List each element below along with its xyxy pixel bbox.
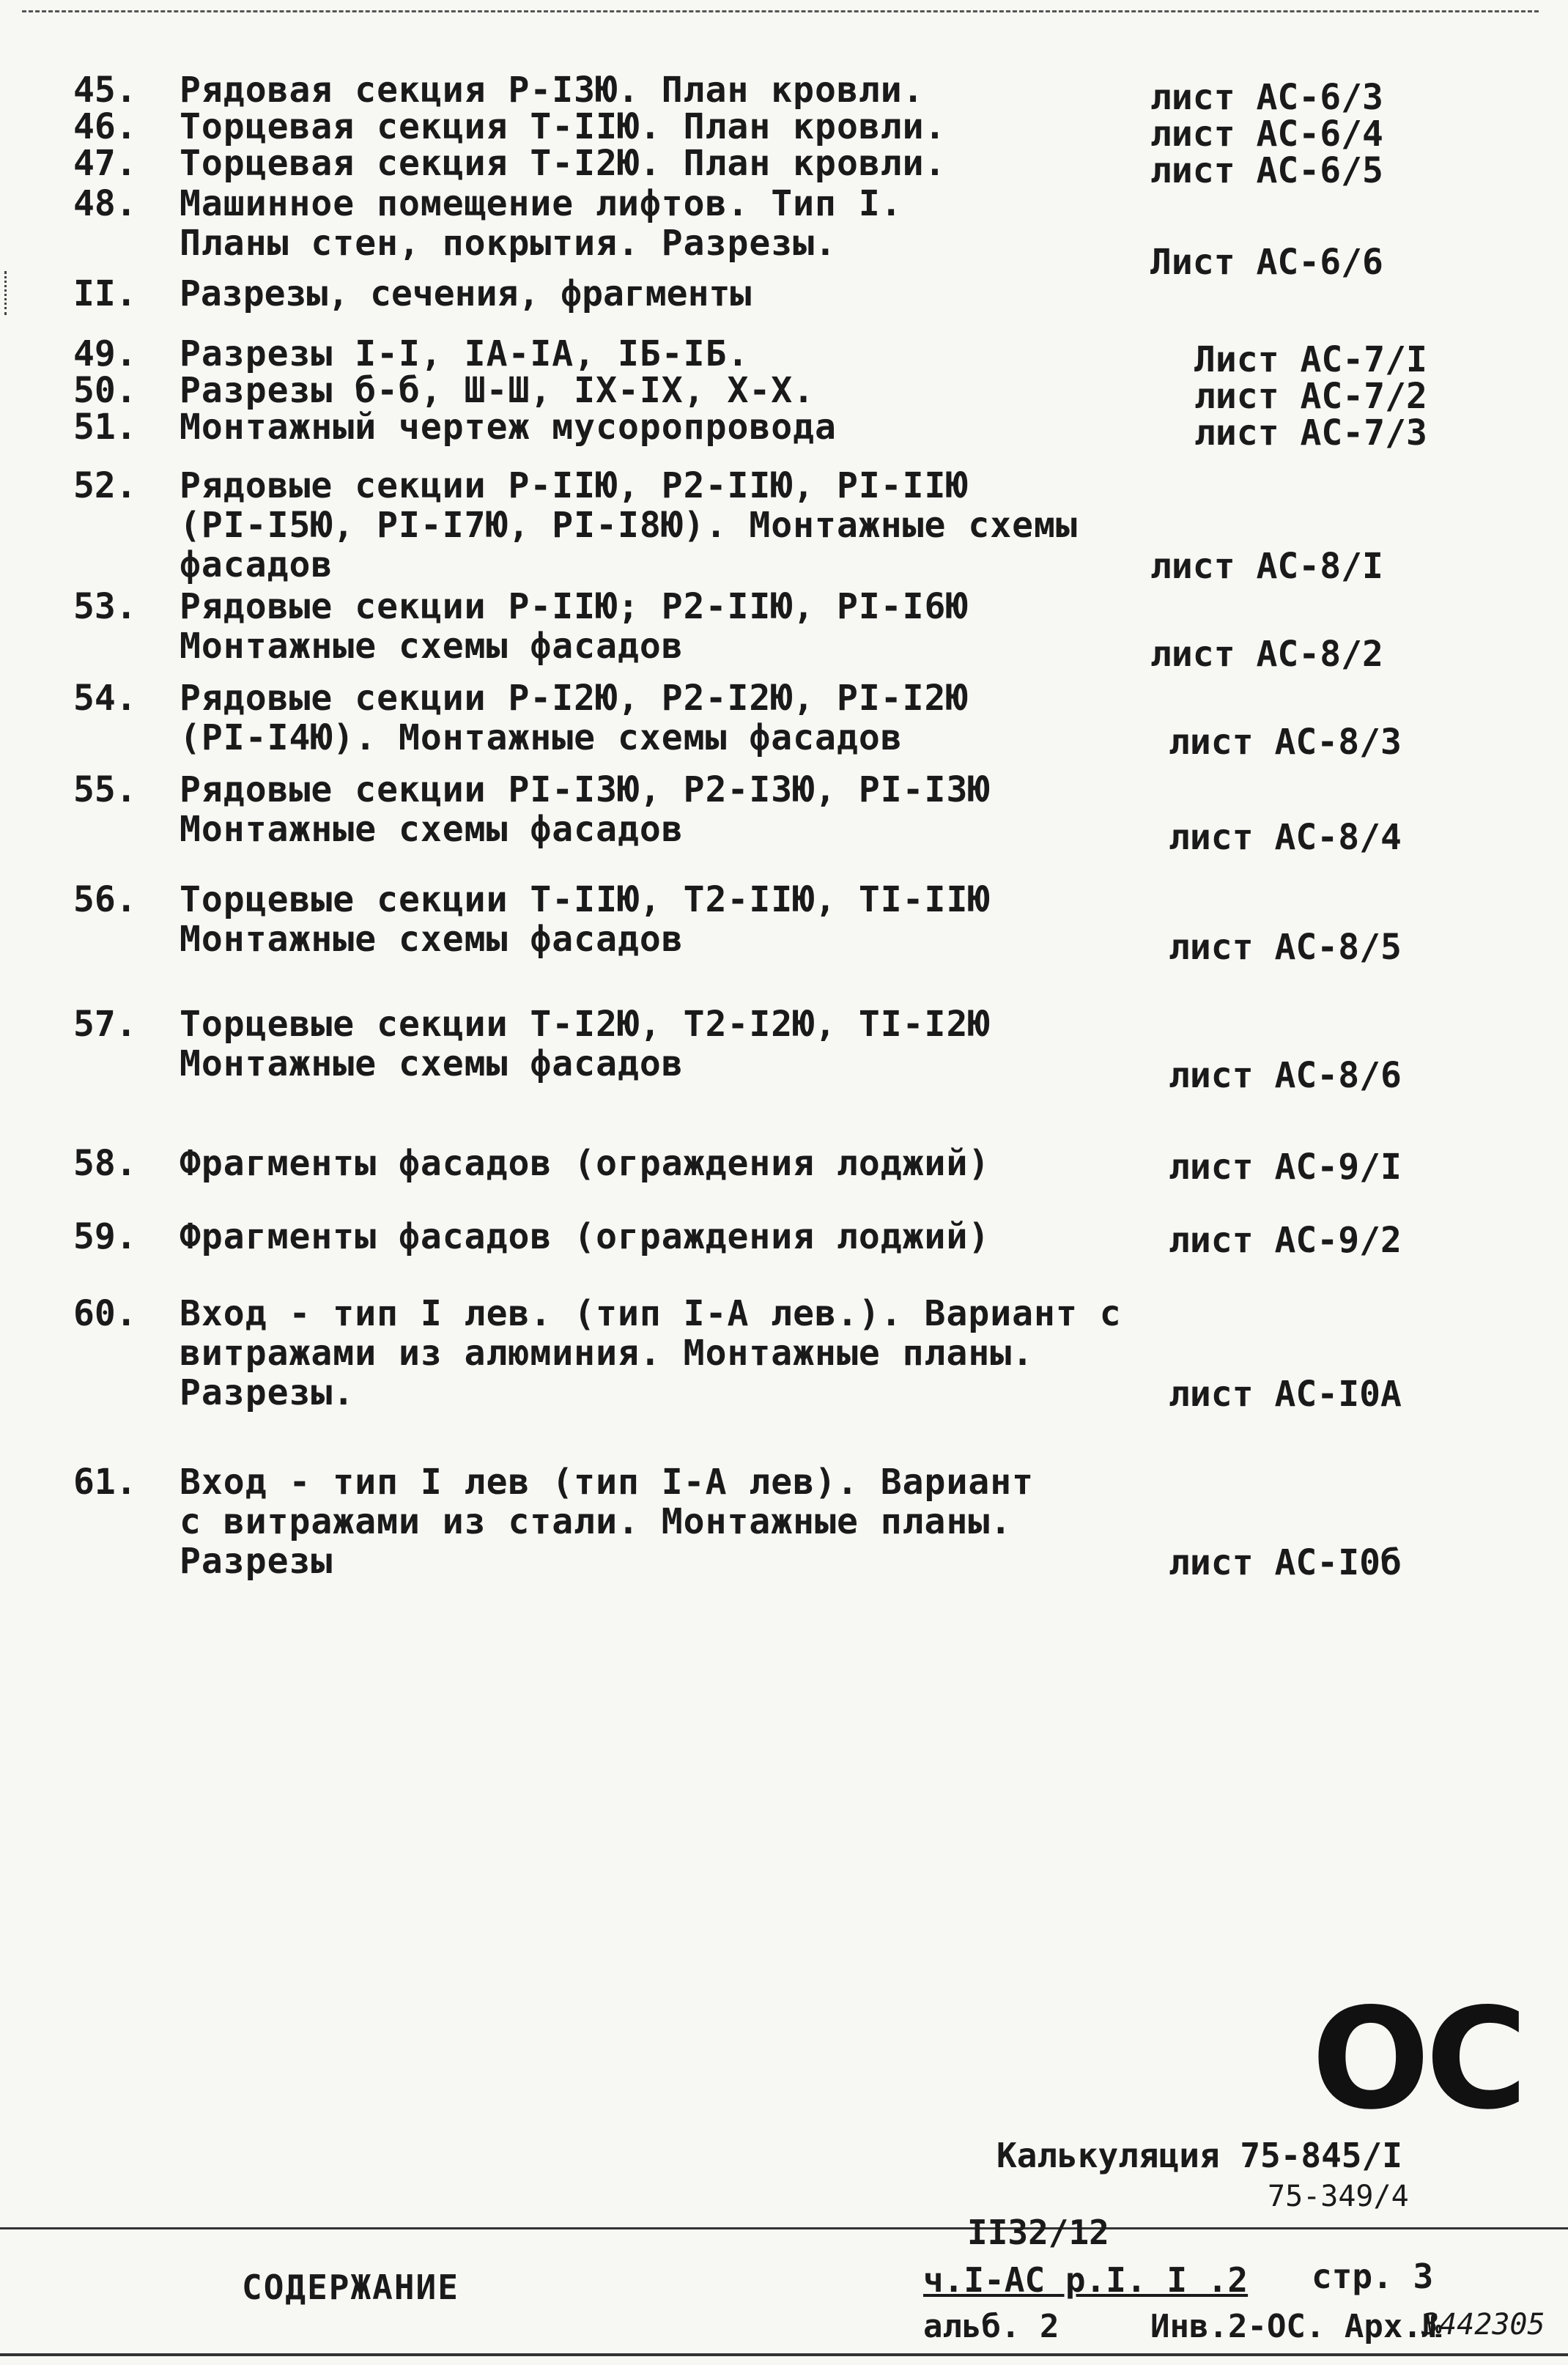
entry-sheet: лист АС-8/5 xyxy=(1169,927,1402,968)
entry-number: 48. xyxy=(73,183,137,224)
entry-sheet: лист АС-9/2 xyxy=(1169,1220,1402,1261)
entry-title: Рядовая секция Р-I3Ю. План кровли. xyxy=(180,70,925,111)
entry-sheet: Лист АС-7/I xyxy=(1194,339,1427,380)
calculation-number: Калькуляция 75-845/I xyxy=(996,2136,1402,2175)
entry-number: 57. xyxy=(73,1004,137,1045)
entry-title: Торцевая секция Т-I2Ю. План кровли. xyxy=(180,143,947,184)
entry-sheet: Лист АС-6/6 xyxy=(1150,242,1383,283)
entry-sheet: лист АС-9/I xyxy=(1169,1147,1402,1188)
entry-number: 50. xyxy=(73,370,137,411)
entry-number: 45. xyxy=(73,70,137,111)
entry-title: Фрагменты фасадов (ограждения лоджий) xyxy=(180,1216,991,1257)
entry-number: 47. xyxy=(73,143,137,184)
entry-number: 46. xyxy=(73,106,137,147)
entry-title: Рядовые секции РI-I3Ю, Р2-I3Ю, РI-I3Ю Монтажные схемы фасадов xyxy=(180,769,991,850)
section-number: II. xyxy=(73,273,137,314)
entry-number: 54. xyxy=(73,678,137,719)
entry-title: Торцевая секция Т-IIЮ. План кровли. xyxy=(180,106,947,147)
entry-sheet: лист АС-6/5 xyxy=(1150,150,1383,191)
entry-number: 49. xyxy=(73,333,137,374)
entry-number: 58. xyxy=(73,1143,137,1184)
entry-title: Машинное помещение лифтов. Тип I. Планы стен, покрытия. Разрезы. xyxy=(180,183,903,264)
entry-sheet: лист АС-6/3 xyxy=(1150,77,1383,118)
stamp-mark: ОС xyxy=(1312,1978,1523,2140)
top-rule xyxy=(22,10,1539,12)
archive-reference: Инв.2-ОС. Арх.№ xyxy=(1150,2308,1442,2345)
entry-title: Разрезы б-б, Ш-Ш, IХ-IХ, Х-Х. xyxy=(180,370,816,411)
entry-sheet: лист АС-I0А xyxy=(1169,1374,1402,1415)
entry-title: Торцевые секции Т-IIЮ, Т2-IIЮ, ТI-IIЮ Монтажные схемы фасадов xyxy=(180,879,991,960)
entry-number: 56. xyxy=(73,879,137,920)
document-heading: СОДЕРЖАНИЕ xyxy=(242,2268,459,2307)
entry-title: Вход - тип I лев (тип I-А лев). Вариант с витражами из стали. Монтажные планы. Разрезы xyxy=(180,1462,1035,1582)
entry-number: 60. xyxy=(73,1293,137,1334)
inventory-number: 3442305 xyxy=(1421,2308,1545,2342)
entry-sheet: лист АС-7/3 xyxy=(1194,412,1427,454)
document-code: II32/12 xyxy=(967,2213,1109,2252)
entry-number: 53. xyxy=(73,586,137,627)
entry-sheet: лист АС-8/I xyxy=(1150,546,1383,587)
entry-title: Монтажный чертеж мусоропровода xyxy=(180,407,837,448)
margin-mark xyxy=(4,271,11,315)
title-block-rule xyxy=(0,2227,1568,2229)
entry-sheet: лист АС-7/2 xyxy=(1194,376,1427,417)
entry-title: Рядовые секции Р-IIЮ, Р2-IIЮ, РI-IIЮ (РI-I5Ю, РI-I7Ю, РI-I8Ю). Монтажные схемы фасадов xyxy=(180,465,1078,585)
entry-title: Торцевые секции Т-I2Ю, Т2-I2Ю, ТI-I2Ю Монтажные схемы фасадов xyxy=(180,1004,991,1084)
entry-number: 55. xyxy=(73,769,137,810)
entry-number: 52. xyxy=(73,465,137,506)
entry-sheet: лист АС-I0б xyxy=(1169,1542,1402,1583)
entry-sheet: лист АС-8/3 xyxy=(1169,722,1402,763)
entry-title: Рядовые секции Р-I2Ю, Р2-I2Ю, РI-I2Ю (РI-I4Ю). Монтажные схемы фасадов xyxy=(180,678,969,758)
entry-sheet: лист АС-8/6 xyxy=(1169,1055,1402,1096)
entry-title: Фрагменты фасадов (ограждения лоджий) xyxy=(180,1143,991,1184)
calculation-number-alt: 75-349/4 xyxy=(1268,2180,1409,2213)
entry-number: 59. xyxy=(73,1216,137,1257)
entry-number: 61. xyxy=(73,1462,137,1503)
entry-title: Вход - тип I лев. (тип I-А лев.). Вариант с витражами из алюминия. Монтажные планы. Разрезы. xyxy=(180,1293,1122,1413)
album-number: альб. 2 xyxy=(923,2308,1059,2345)
page-number: стр. 3 xyxy=(1312,2257,1434,2296)
entry-sheet: лист АС-8/2 xyxy=(1150,634,1383,675)
entry-sheet: лист АС-6/4 xyxy=(1150,114,1383,155)
entry-title: Рядовые секции Р-IIЮ; Р2-IIЮ, РI-I6Ю Монтажные схемы фасадов xyxy=(180,586,969,667)
entry-sheet: лист АС-8/4 xyxy=(1169,817,1402,858)
section-title: Разрезы, сечения, фрагменты xyxy=(180,273,752,314)
entry-title: Разрезы I-I, IА-IА, IБ-IБ. xyxy=(180,333,750,374)
entry-number: 51. xyxy=(73,407,137,448)
bottom-rule xyxy=(0,2353,1568,2356)
document-part: ч.I-АС р.I. I .2 xyxy=(923,2260,1249,2300)
